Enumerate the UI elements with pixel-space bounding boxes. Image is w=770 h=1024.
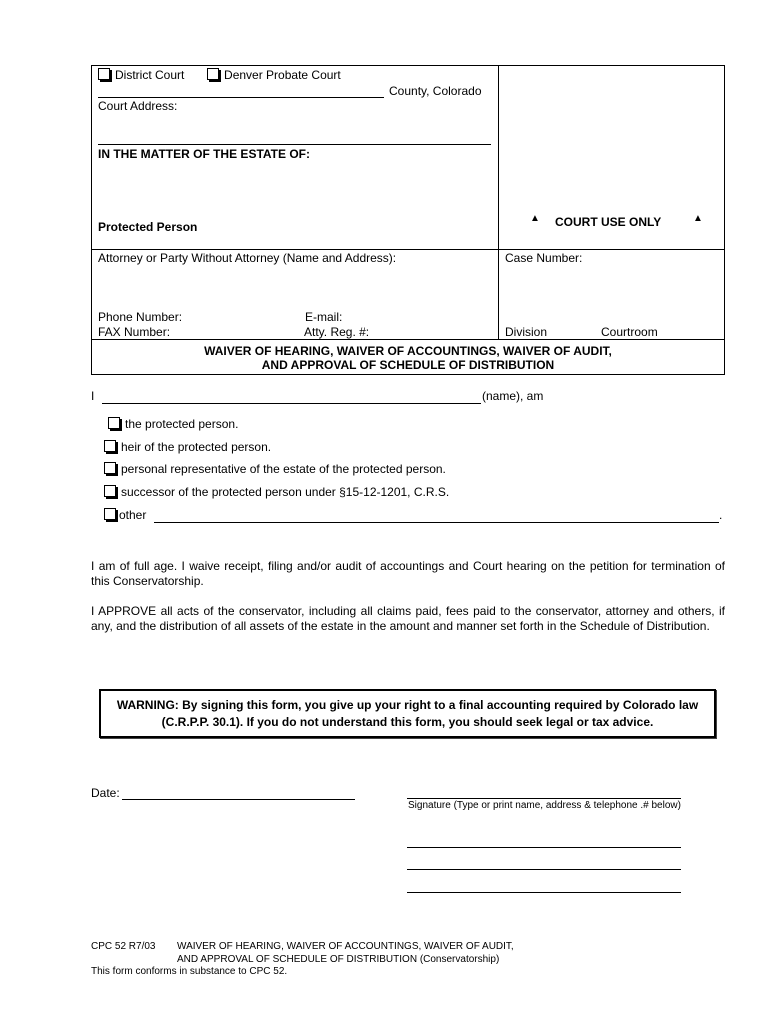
arrow-up-icon: ▲	[530, 213, 540, 224]
district-court-checkbox[interactable]	[98, 68, 110, 80]
protected-person-label: Protected Person	[98, 220, 198, 234]
denver-probate-label: Denver Probate Court	[224, 68, 341, 82]
county-line[interactable]	[98, 97, 384, 98]
option-checkbox[interactable]	[104, 462, 116, 474]
signature-line[interactable]	[407, 798, 681, 799]
court-address-label: Court Address:	[98, 99, 178, 113]
footer-form-code: CPC 52 R7/03	[91, 941, 156, 952]
district-court-label: District Court	[115, 68, 185, 82]
name-line[interactable]	[102, 403, 481, 404]
form-title-line1: WAIVER OF HEARING, WAIVER OF ACCOUNTINGS, WAIVER OF AUDIT,	[204, 344, 612, 358]
caption-vertical-divider	[498, 66, 499, 339]
court-use-only-label: COURT USE ONLY	[555, 215, 662, 229]
option-row	[104, 462, 446, 476]
option-label: the protected person.	[125, 417, 239, 431]
signature-label: Signature (Type or print name, address & telephone .# below)	[408, 800, 681, 811]
warning-text: WARNING: By signing this form, you give up your right to a final accounting required by Colorado law (C.R.P.P. 30.1). If you do not understand this form, you should seek legal or tax advice.	[116, 698, 699, 729]
courtroom-label: Courtroom	[601, 325, 658, 339]
caption-divider-1	[92, 249, 724, 250]
county-colorado-label: County, Colorado	[389, 84, 482, 98]
option-row	[108, 417, 238, 431]
date-line[interactable]	[122, 799, 355, 800]
form-title-line2: AND APPROVAL OF SCHEDULE OF DISTRIBUTION	[261, 358, 555, 372]
i-label: I	[91, 389, 95, 403]
option-label: personal representative of the estate of the protected person.	[121, 462, 446, 476]
other-period: .	[719, 508, 723, 522]
atty-reg-label: Atty. Reg. #:	[304, 325, 370, 339]
name-am-label: (name), am	[482, 389, 544, 403]
division-label: Division	[505, 325, 548, 339]
signature-info-line[interactable]	[407, 847, 681, 848]
denver-probate-checkbox[interactable]	[207, 68, 219, 80]
footer-title-line1: WAIVER OF HEARING, WAIVER OF ACCOUNTINGS, WAIVER OF AUDIT,	[177, 941, 514, 952]
other-row	[104, 508, 146, 522]
option-label: successor of the protected person under §15-12-1201, C.R.S.	[121, 485, 450, 499]
date-label: Date:	[91, 786, 120, 800]
option-row	[104, 440, 271, 454]
email-label: E-mail:	[305, 310, 343, 324]
court-address-line[interactable]	[98, 144, 491, 145]
caption-divider-2	[92, 339, 724, 340]
case-number-label: Case Number:	[505, 251, 583, 265]
attorney-label: Attorney or Party Without Attorney (Name and Address):	[98, 251, 397, 265]
option-checkbox[interactable]	[104, 440, 116, 452]
phone-label: Phone Number:	[98, 310, 183, 324]
footer-title-line2: AND APPROVAL OF SCHEDULE OF DISTRIBUTION (Conservatorship)	[177, 954, 500, 965]
footer-conforms: This form conforms in substance to CPC 52.	[91, 966, 288, 977]
warning-box	[99, 689, 716, 738]
signature-info-line[interactable]	[407, 892, 681, 893]
option-checkbox[interactable]	[104, 485, 116, 497]
option-label: heir of the protected person.	[121, 440, 272, 454]
paragraph-approve: I APPROVE all acts of the conservator, including all claims paid, fees paid to the conservator, attorney and others, if any, and the distribution of all assets of the estate in the amount and manner set forth in the Schedule of Distribution.	[91, 604, 725, 633]
other-checkbox[interactable]	[104, 508, 116, 520]
arrow-up-icon: ▲	[693, 213, 703, 224]
in-the-matter-label: IN THE MATTER OF THE ESTATE OF:	[98, 147, 310, 161]
fax-label: FAX Number:	[98, 325, 171, 339]
caption-box	[91, 65, 725, 375]
paragraph-full-age: I am of full age. I waive receipt, filing and/or audit of accountings and Court hearing on the petition for termination of this Conservatorship.	[91, 559, 725, 588]
option-row	[104, 485, 449, 499]
other-line[interactable]	[154, 522, 719, 523]
other-label: other	[119, 508, 147, 522]
option-checkbox[interactable]	[108, 417, 120, 429]
court-type-row	[98, 68, 341, 82]
signature-info-line[interactable]	[407, 869, 681, 870]
